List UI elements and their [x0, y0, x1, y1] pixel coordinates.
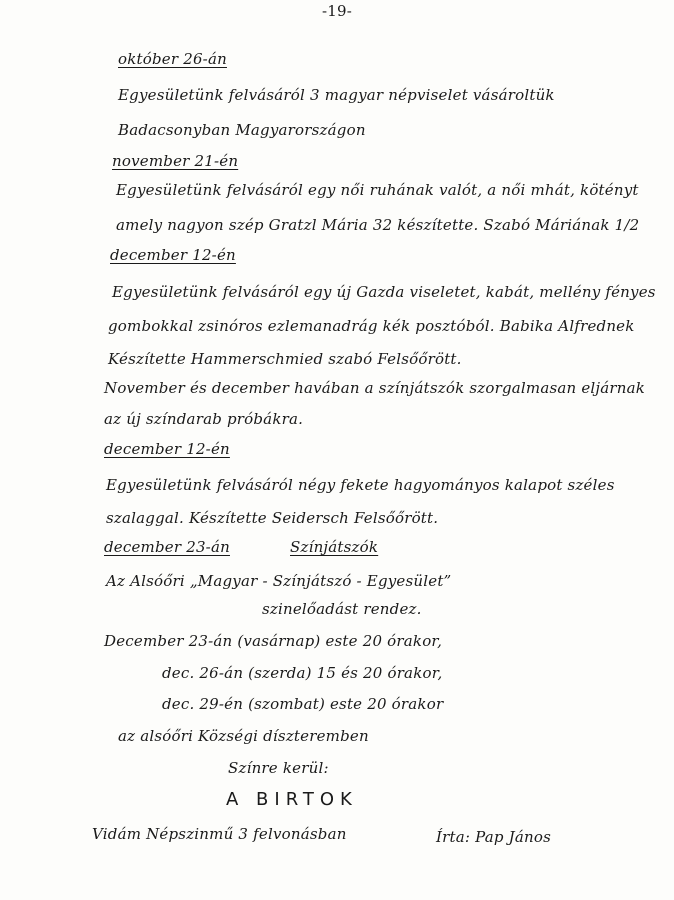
entry-line: az új színdarab próbákra. — [104, 410, 304, 428]
entry-line: Egyesületünk felvásáról négy fekete hagyományos kalapot széles — [106, 476, 615, 494]
entry-line: Badacsonyban Magyarországon — [118, 121, 366, 139]
section-heading-theatre: Színjátszók — [290, 538, 379, 556]
venue-line: az alsóőri Községi díszteremben — [118, 727, 369, 745]
announcement-line: Az Alsóőri „Magyar - Színjátszó - Egyesület” — [106, 572, 452, 590]
schedule-line: dec. 26-án (szerda) 15 és 20 órakor, — [162, 664, 443, 682]
schedule-line: December 23-án (vasárnap) este 20 órakor, — [104, 632, 443, 650]
entry-line: amely nagyon szép Gratzl Mária 32 készítette. Szabó Máriának 1/2 — [116, 216, 640, 234]
announcement-line: szinelőadást rendez. — [262, 600, 422, 618]
entry-date-dec-12-second: december 12-én — [104, 440, 230, 458]
author-line: Írta: Pap János — [436, 828, 551, 846]
entry-date-dec-12: december 12-én — [110, 246, 236, 264]
page-number: -19- — [322, 2, 353, 20]
schedule-line: dec. 29-én (szombat) este 20 órakor — [162, 695, 444, 713]
entry-line: Egyesületünk felvásáról egy női ruhának valót, a női mhát, kötényt — [116, 181, 639, 199]
entry-line: Egyesületünk felvásáról egy új Gazda viseletet, kabát, mellény fényes — [112, 283, 656, 301]
entry-date-nov-21: november 21-én — [112, 152, 239, 170]
entry-line: szalaggal. Készítette Seidersch Felsőőrött. — [106, 509, 439, 527]
on-stage-line: Színre kerül: — [228, 759, 329, 777]
entry-date-oct-26: október 26-án — [118, 50, 227, 68]
entry-line: November és december havában a színjátszók szorgalmasan eljárnak — [104, 379, 646, 397]
play-subtitle: Vidám Népszinmű 3 felvonásban — [92, 825, 347, 843]
entry-line: gombokkal zsinóros ezlemanadrág kék posztóból. Babika Alfrednek — [108, 317, 635, 335]
entry-line: Egyesületünk felvásáról 3 magyar népviselet vásároltük — [118, 86, 555, 104]
entry-date-dec-23: december 23-án — [104, 538, 230, 556]
play-title: A BIRTOK — [226, 789, 358, 810]
entry-line: Készítette Hammerschmied szabó Felsőőrött. — [108, 350, 462, 368]
